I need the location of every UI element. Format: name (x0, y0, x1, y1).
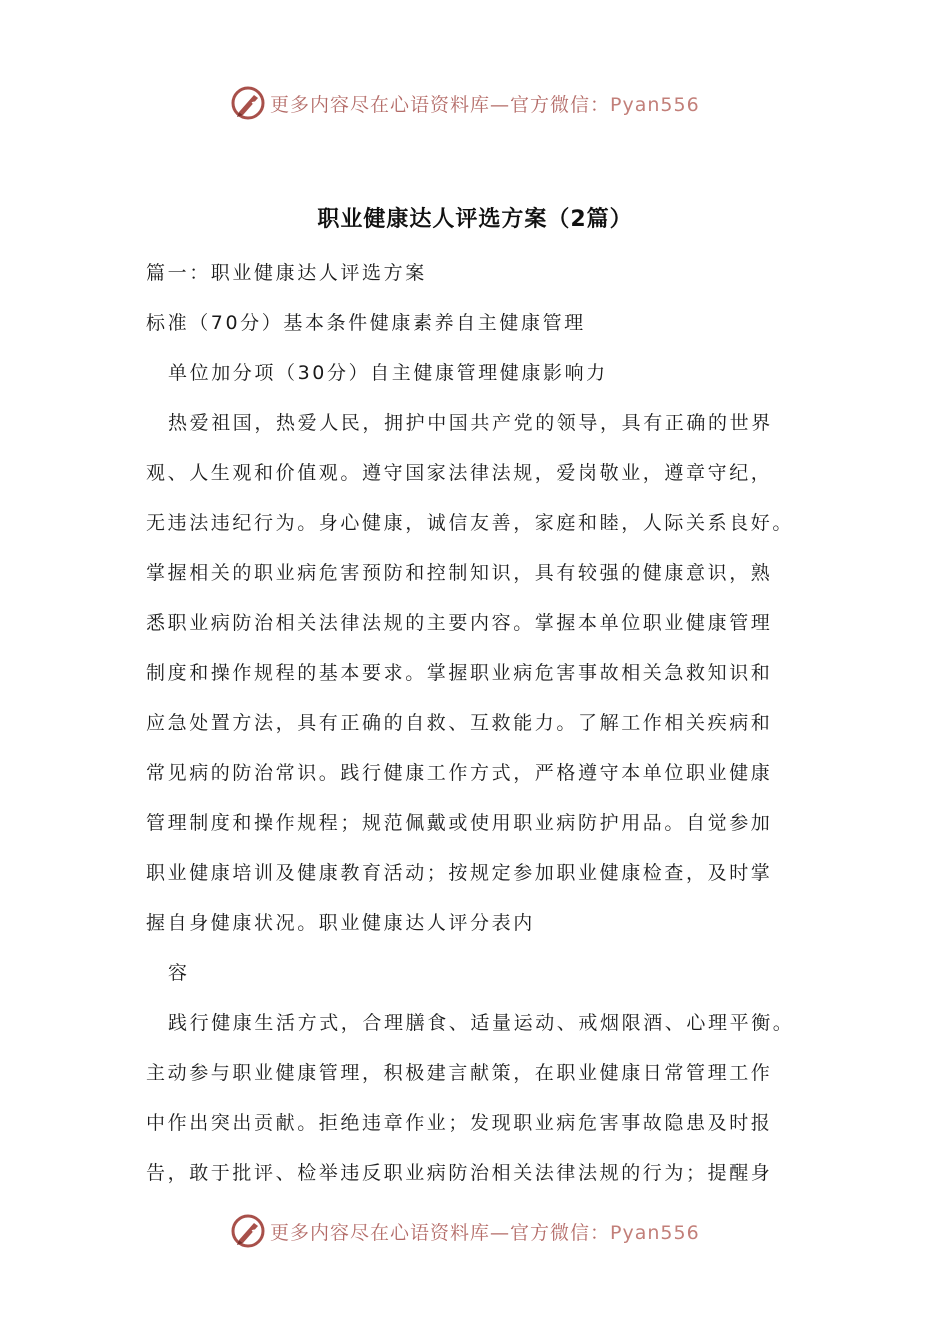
watermark-wechat-label: 官方微信： (510, 1221, 611, 1244)
paragraph-line: 中作出突出贡献。拒绝违章作业；发现职业病危害事故隐患及时报 (146, 1112, 773, 1134)
paragraph-line: 悉职业病防治相关法律法规的主要内容。掌握本单位职业健康管理 (146, 612, 773, 634)
watermark-dash: — (490, 93, 511, 116)
paragraph-line: 热爱祖国，热爱人民，拥护中国共产党的领导，具有正确的世界 (168, 412, 773, 434)
paragraph-line: 常见病的防治常识。践行健康工作方式，严格遵守本单位职业健康 (146, 762, 773, 784)
paragraph-line: 应急处置方法，具有正确的自救、互救能力。了解工作相关疾病和 (146, 712, 773, 734)
paragraph-line: 告，敢于批评、检举违反职业病防治相关法律法规的行为；提醒身 (146, 1162, 773, 1184)
paragraph-line: 掌握相关的职业病危害预防和控制知识，具有较强的健康意识，熟 (146, 562, 773, 584)
paragraph-line: 容 (168, 962, 190, 984)
watermark-wechat-label: 官方微信： (510, 93, 611, 116)
watermark-text (270, 1218, 700, 1245)
paragraph-line: 观、人生观和价值观。遵守国家法律法规，爱岗敬业，遵章守纪， (146, 462, 773, 484)
paragraph-line: 制度和操作规程的基本要求。掌握职业病危害事故相关急救知识和 (146, 662, 773, 684)
watermark-brand: 更多内容尽在心语资料库 (270, 1221, 491, 1244)
watermark-brand: 更多内容尽在心语资料库 (270, 93, 491, 116)
paragraph-line: 无违法违纪行为。身心健康，诚信友善，家庭和睦，人际关系良好。 (146, 512, 795, 534)
watermark-text (270, 90, 700, 117)
paragraph-line: 篇一：职业健康达人评选方案 (146, 262, 427, 284)
paragraph-line: 践行健康生活方式，合理膳食、适量运动、戒烟限酒、心理平衡。 (168, 1012, 795, 1034)
document-body (146, 248, 816, 1198)
watermark-banner-top (230, 83, 750, 123)
watermark-wechat-id: Pyan556 (610, 1221, 700, 1244)
pen-logo-icon (230, 85, 266, 121)
paragraph-line: 单位加分项（30分）自主健康管理健康影响力 (168, 362, 608, 384)
paragraph-line: 主动参与职业健康管理，积极建言献策，在职业健康日常管理工作 (146, 1062, 773, 1084)
paragraph-line: 握自身健康状况。职业健康达人评分表内 (146, 912, 535, 934)
paragraph-line: 管理制度和操作规程；规范佩戴或使用职业病防护用品。自觉参加 (146, 812, 773, 834)
pen-logo-icon (230, 1213, 266, 1249)
watermark-dash: — (490, 1221, 511, 1244)
watermark-banner-bottom (230, 1211, 750, 1251)
watermark-wechat-id: Pyan556 (610, 93, 700, 116)
paragraph-line: 标准（70分）基本条件健康素养自主健康管理 (146, 312, 586, 334)
document-title: 职业健康达人评选方案（2篇） (317, 207, 633, 232)
paragraph-line: 职业健康培训及健康教育活动；按规定参加职业健康检查，及时掌 (146, 862, 773, 884)
